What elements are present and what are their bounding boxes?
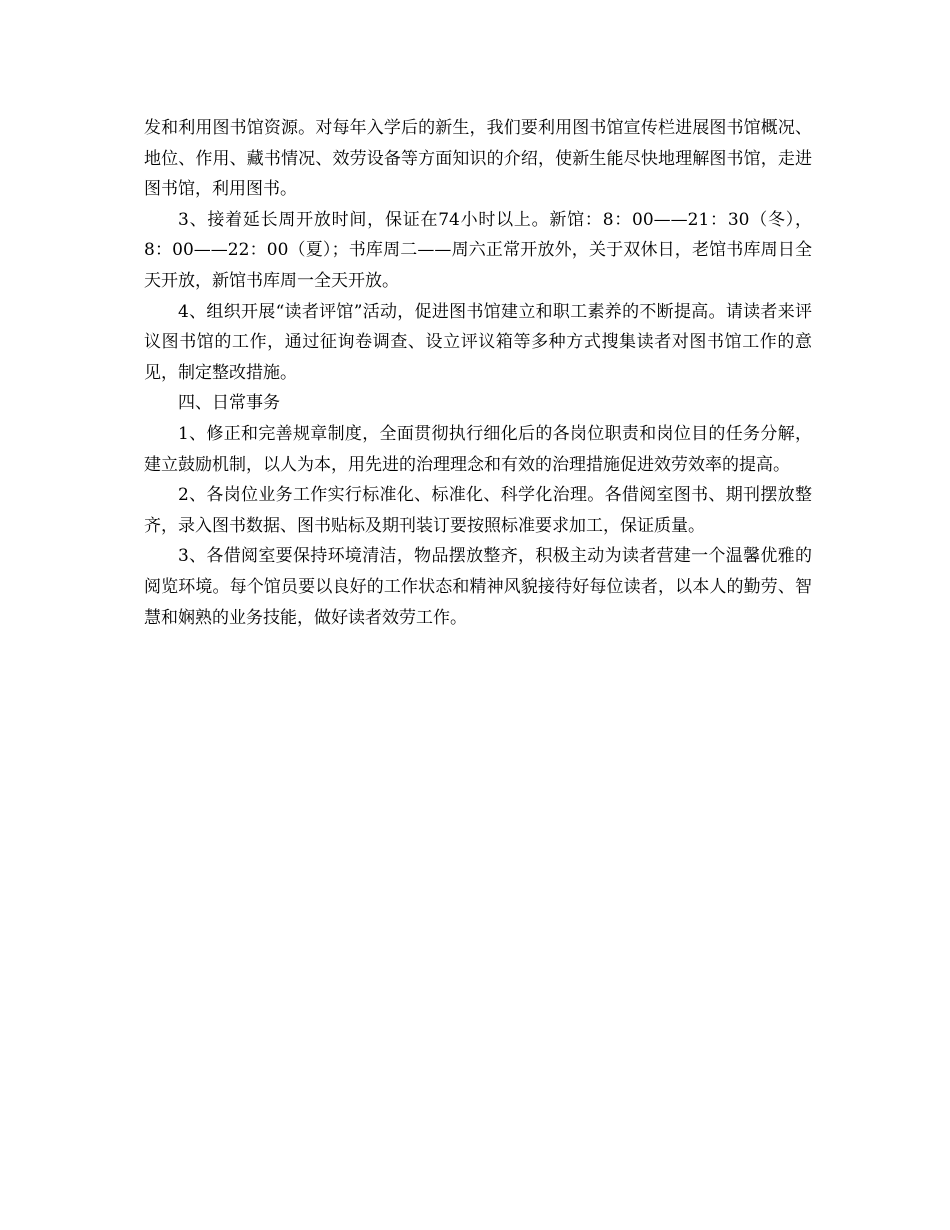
paragraph-opening-hours: 3、接着延长周开放时间，保证在74小时以上。新馆：8：00——21：30（冬），8：00——22：00（夏）；书库周二——周六正常开放外，关于双休日，老馆书库周日全天开放，新馆书库周一全天开放。	[144, 209, 812, 291]
section-heading-daily-affairs: 四、日常事务	[178, 393, 280, 414]
paragraph-reading-environment: 3、各借阅室要保持环境清洁，物品摆放整齐，积极主动为读者营建一个温馨优雅的阅览环境。每个馆员要以良好的工作状态和精神风貌接待好每位读者，以本人的勤劳、智慧和娴熟的业务技能，做好读者效劳工作。	[144, 546, 812, 628]
paragraph-rules-revision: 1、修正和完善规章制度，全面贯彻执行细化后的各岗位职责和岗位目的任务分解，建立鼓励机制，以人为本，用先进的治理理念和有效的治理措施促进效劳效率的提高。	[144, 423, 812, 475]
document-body	[144, 113, 812, 633]
paragraph-standardization: 2、各岗位业务工作实行标准化、标准化、科学化治理。各借阅室图书、期刊摆放整齐，录入图书数据、图书贴标及期刊装订要按照标准要求加工，保证质量。	[144, 485, 812, 536]
paragraph-continued: 发和利用图书馆资源。对每年入学后的新生，我们要利用图书馆宣传栏进展图书馆概况、地位、作用、藏书情况、效劳设备等方面知识的介绍，使新生能尽快地理解图书馆，走进图书馆，利用图书。	[144, 118, 812, 200]
paragraph-reader-review: 4、组织开展“读者评馆”活动，促进图书馆建立和职工素养的不断提高。请读者来评议图书馆的工作，通过征询卷调查、设立评议箱等多种方式搜集读者对图书馆工作的意见，制定整改措施。	[144, 301, 812, 383]
